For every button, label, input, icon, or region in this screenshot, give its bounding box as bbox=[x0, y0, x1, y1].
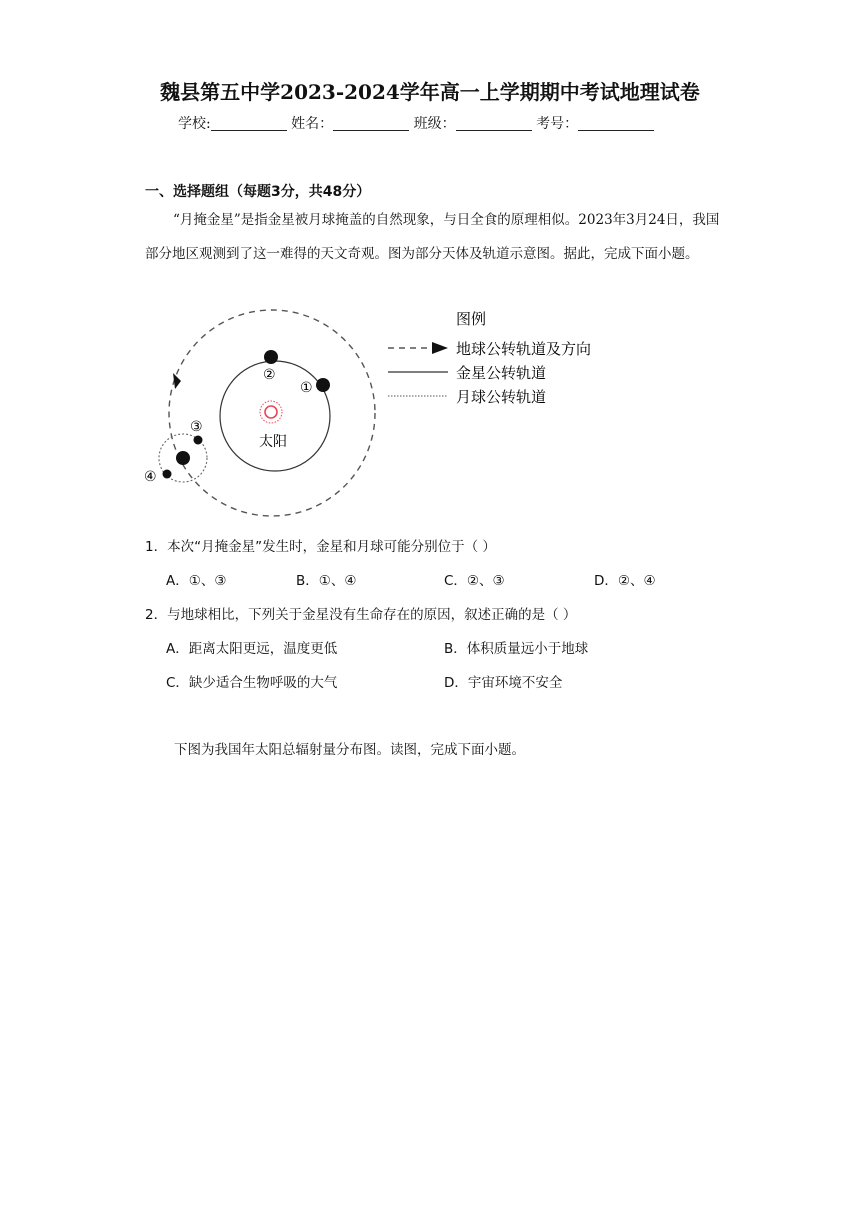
legend-title: 图例 bbox=[456, 310, 487, 328]
moon-position-3 bbox=[194, 436, 203, 445]
legend-moon-label: 月球公转轨道 bbox=[456, 388, 547, 406]
venus-position-1 bbox=[316, 378, 330, 392]
legend-earth-label: 地球公转轨道及方向 bbox=[456, 340, 592, 358]
sun-label: 太阳 bbox=[259, 434, 287, 450]
marker-2: ② bbox=[263, 367, 276, 383]
school-blank bbox=[211, 116, 287, 131]
question-2-option-b[interactable]: B．体积质量远小于地球 bbox=[444, 641, 589, 657]
orbit-diagram bbox=[140, 305, 620, 525]
school-label: 学校: bbox=[178, 116, 211, 132]
question-1-option-c[interactable]: C．②、③ bbox=[444, 573, 505, 589]
question-1-option-b[interactable]: B．①、④ bbox=[296, 573, 357, 589]
legend-venus-label: 金星公转轨道 bbox=[456, 364, 547, 382]
marker-4: ④ bbox=[144, 469, 157, 485]
question-2-option-c[interactable]: C．缺少适合生物呼吸的大气 bbox=[166, 675, 338, 691]
question-2-stem: 2．与地球相比，下列关于金星没有生命存在的原因，叙述正确的是（ ） bbox=[145, 607, 577, 623]
page-title: 魏县第五中学2023-2024学年高一上学期期中考试地理试卷 bbox=[160, 80, 700, 104]
orbit-direction-arrow-icon bbox=[173, 373, 181, 389]
marker-1: ① bbox=[300, 380, 313, 396]
earth-icon bbox=[176, 451, 190, 465]
name-blank bbox=[333, 116, 409, 131]
marker-3: ③ bbox=[190, 419, 203, 435]
name-label: 姓名： bbox=[291, 116, 334, 132]
class-label: 班级： bbox=[413, 116, 456, 132]
sun-icon bbox=[260, 401, 282, 423]
section-heading: 一、选择题组（每题3分，共48分） bbox=[145, 184, 371, 200]
question-1-option-a[interactable]: A．①、③ bbox=[166, 573, 227, 589]
question-1-option-d[interactable]: D．②、④ bbox=[594, 573, 656, 589]
moon-position-4 bbox=[163, 470, 172, 479]
question-intro-1: “月掩金星”是指金星被月球掩盖的自然现象，与日全食的原理相似。2023年3月24日，我国部分地区观测到了这一难得的天文奇观。图为部分天体及轨道示意图。据此，完成下面小题。 bbox=[145, 212, 720, 262]
question-1-stem: 1．本次“月掩金星”发生时，金星和月球可能分别位于（ ） bbox=[145, 539, 496, 555]
number-blank bbox=[578, 116, 654, 131]
question-2-option-a[interactable]: A．距离太阳更远，温度更低 bbox=[166, 641, 338, 657]
student-info-line bbox=[178, 113, 654, 133]
legend-arrow-icon bbox=[432, 342, 448, 354]
class-blank bbox=[456, 116, 532, 131]
question-2-option-d[interactable]: D．宇宙环境不安全 bbox=[444, 675, 563, 691]
venus-position-2 bbox=[264, 350, 278, 364]
number-label: 考号： bbox=[536, 116, 579, 132]
question-intro-2: 下图为我国年太阳总辐射量分布图。读图，完成下面小题。 bbox=[174, 742, 525, 758]
